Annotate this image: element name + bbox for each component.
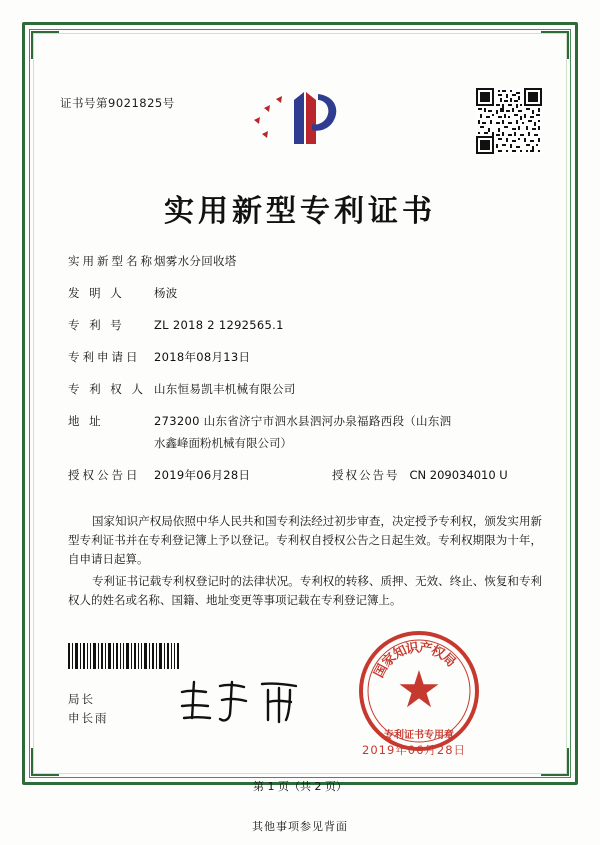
field-value: 杨波 xyxy=(154,286,178,300)
field-value: 山东恒易凯丰机械有限公司 xyxy=(154,382,296,396)
field-row-address xyxy=(68,412,542,430)
signature-title xyxy=(68,690,109,728)
signature-title-line2: 申长雨 xyxy=(68,711,109,725)
field-label: 发 明 人 xyxy=(68,286,125,300)
field-label: 地 址 xyxy=(68,414,104,428)
svg-text:家: 家 xyxy=(379,650,400,671)
field-label-secondary: 授权公告号 xyxy=(332,468,400,482)
corner-ornament-bottom-left xyxy=(31,748,59,776)
corner-ornament-bottom-right xyxy=(541,748,569,776)
seal-date: 2019年06月28日 xyxy=(362,743,467,757)
svg-text:专利证书专用章: 专利证书专用章 xyxy=(384,730,454,741)
barcode-icon xyxy=(68,643,180,669)
field-label: 专利申请日 xyxy=(68,350,141,364)
corner-ornament-top-right xyxy=(541,31,569,59)
patent-office-logo-icon xyxy=(248,86,344,158)
fields-table xyxy=(68,252,542,498)
field-row-application-date xyxy=(68,348,542,366)
field-row-inventor xyxy=(68,284,542,302)
page-number: 第 1 页（共 2 页） xyxy=(253,780,347,793)
field-value: 2018年08月13日 xyxy=(154,350,251,364)
footer-note: 其他事项参见背面 xyxy=(252,820,348,833)
corner-ornament-top-left xyxy=(31,31,59,59)
paragraph-legal-status: 专利证书记载专利权登记时的法律状况。专利权的转移、质押、无效、终止、恢复和专利权人的姓名或名称、国籍、地址变更等事项记载在专利登记簿上。 xyxy=(68,574,542,607)
field-value-address-line2: 水鑫峰面粉机械有限公司） xyxy=(154,436,292,450)
qr-code-icon xyxy=(476,88,542,154)
field-value: 273200 山东省济宁市泗水县泗河办泉福路西段（山东泗 xyxy=(154,414,452,428)
paragraph-grant-statement: 国家知识产权局依照中华人民共和国专利法经过初步审查，决定授予专利权，颁发实用新型专利证书并在专利登记簿上予以登记。专利权自授权公告之日起生效。专利权期限为十年，自申请日起算。 xyxy=(68,514,542,566)
field-row-patentee xyxy=(68,380,542,398)
field-value: 2019年06月28日 xyxy=(154,468,251,482)
field-label: 授权公告日 xyxy=(68,468,141,482)
svg-text:国: 国 xyxy=(371,661,392,681)
svg-text:权: 权 xyxy=(428,643,447,663)
svg-text:知: 知 xyxy=(391,643,410,663)
svg-text:识: 识 xyxy=(404,640,420,658)
svg-text:产: 产 xyxy=(418,640,434,658)
field-label: 专 利 号 xyxy=(68,318,125,332)
handwritten-signature-icon xyxy=(176,676,306,726)
field-row-grant-announcement xyxy=(68,466,542,484)
field-value: 烟雾水分回收塔 xyxy=(154,254,237,268)
field-label: 实用新型名称 xyxy=(68,254,155,268)
field-row-patent-number xyxy=(68,316,542,334)
national-intellectual-property-administration-seal-icon xyxy=(356,628,482,754)
page-title: 实用新型专利证书 xyxy=(164,194,436,229)
certificate-number: 证书号第9021825号 xyxy=(60,96,175,110)
signature-title-line1: 局长 xyxy=(68,692,95,706)
field-value: ZL 2018 2 1292565.1 xyxy=(154,318,284,332)
field-label: 专 利 权 人 xyxy=(68,382,146,396)
field-value-secondary: CN 209034010 U xyxy=(409,468,508,482)
field-row-utility-model-name xyxy=(68,252,542,270)
svg-text:局: 局 xyxy=(438,650,459,671)
